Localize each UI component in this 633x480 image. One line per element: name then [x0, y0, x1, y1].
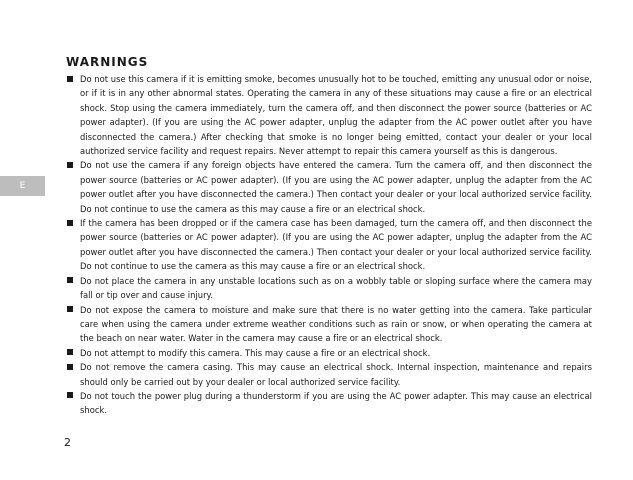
warning-text: Do not remove the camera casing. This may cause an electrical shock. Internal inspection, maintenance and repairs should only be carried out by your dealer or local authorized service facility. [80, 362, 592, 387]
warning-item [66, 360, 592, 389]
page-number: 2 [64, 436, 71, 449]
square-bullet-icon [67, 76, 73, 82]
warning-item [66, 274, 592, 303]
warning-item [66, 389, 592, 418]
warning-item [66, 346, 592, 360]
warning-text: Do not use this camera if it is emitting smoke, becomes unusually hot to be touched, emitting any unusual odor or noise, or if it is in any other abnormal states. Operating the camera in any of these situations may cause a fire or an electrical shock. Stop using the camera immediately, turn the camera off, and then disconnect the power source (batteries or AC power adapter). (If you are using the AC power adapter, unplug the adapter from the AC power outlet after you have disconnected the camera.) After checking that smoke is no longer being emitted, contact your dealer or your local authorized service facility and request repairs. Never attempt to repair this camera yourself as this is dangerous. [80, 74, 592, 157]
warning-text: If the camera has been dropped or if the camera case has been damaged, turn the camera off, and then disconnect the power source (batteries or AC power adapter). (If you are using the AC power adapter, unplug the adapter from the AC power outlet after you have disconnected the camera.) Then contact your dealer or your local authorized service facility. Do not continue to use the camera as this may cause a fire or an electrical shock. [80, 218, 592, 272]
square-bullet-icon [67, 349, 73, 355]
warning-text: Do not touch the power plug during a thunderstorm if you are using the AC power adapter. This may cause an electrical shock. [80, 390, 592, 416]
warning-item [66, 303, 592, 346]
warning-item [66, 216, 592, 274]
warning-item [66, 72, 592, 158]
square-bullet-icon [67, 364, 73, 370]
language-tab: E [0, 176, 45, 196]
warning-text: Do not place the camera in any unstable locations such as on a wobbly table or sloping surface where the camera may fall or tip over and cause injury. [80, 275, 592, 301]
square-bullet-icon [67, 220, 73, 226]
square-bullet-icon [67, 277, 73, 283]
square-bullet-icon [67, 392, 73, 398]
page-title: WARNINGS [66, 55, 149, 69]
warning-text: Do not use the camera if any foreign objects have entered the camera. Turn the camera off, and then disconnect the power source (batteries or AC power adapter). (If you are using the AC power adapter, unplug the adapter from the AC power outlet after you have disconnected the camera.) Then contact your dealer or your local authorized service facility. Do not continue to use the camera as this may cause a fire or an electrical shock. [80, 160, 592, 214]
warnings-list [66, 72, 592, 418]
warning-text: Do not expose the camera to moisture and make sure that there is no water getting into the camera. Take particular care when using the camera under extreme weather conditions such as rain or snow, or when operating the camera at the beach on near water. Water in the camera may cause a fire or an electrical shock. [80, 304, 592, 344]
warning-text: Do not attempt to modify this camera. This may cause a fire or an electrical shock. [80, 347, 431, 358]
square-bullet-icon [67, 306, 73, 312]
square-bullet-icon [67, 162, 73, 168]
warning-item [66, 158, 592, 216]
